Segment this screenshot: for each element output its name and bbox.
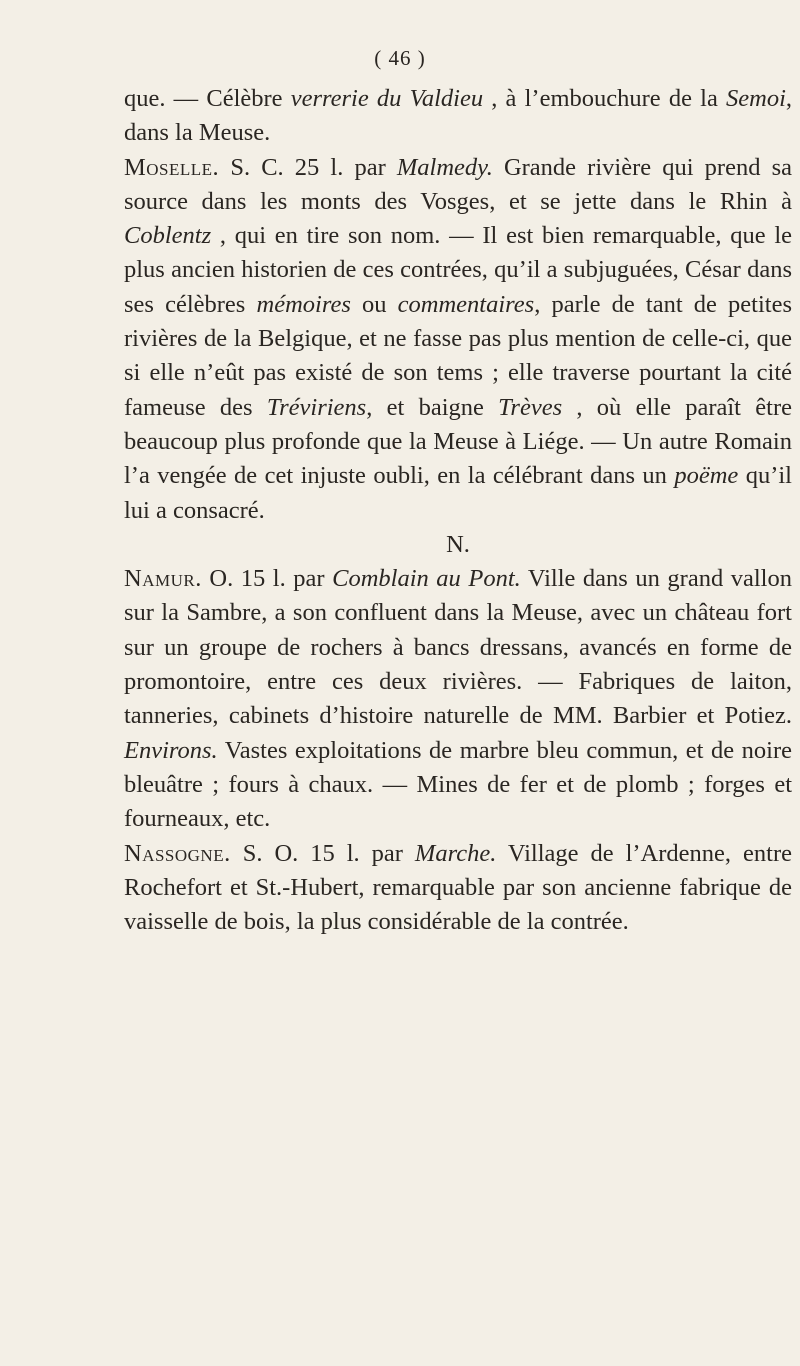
entry-heading: Namur. — [124, 565, 202, 593]
italic-run: mémoires — [256, 290, 351, 318]
text-run: qu’il lui a consacré. — [124, 462, 792, 524]
page-number: ( 46 ) — [374, 46, 426, 70]
text-run: S. O. 15 l. par — [230, 839, 415, 867]
entry-namur — [124, 562, 792, 836]
text-run: que. — Célèbre — [124, 85, 291, 112]
italic-run: Marche. — [414, 839, 497, 867]
entry-moselle — [124, 151, 792, 528]
italic-run: poëme — [674, 462, 739, 490]
text-run: , et baigne — [366, 393, 499, 421]
italic-run: Malmedy. — [396, 153, 493, 181]
text-run: Ville dans un grand vallon sur la Sambre, a son confluent dans la Meuse, avec un château fort sur un groupe de rochers à bancs dressans, avancés en forme de promontoire, entre ces deux rivières. — Fabriques de laiton, tanneries, cabinets d’histoire naturelle de MM. Barbier et Potiez. — [124, 565, 792, 730]
italic-run: commentaires — [397, 290, 535, 318]
italic-run: Environs. — [124, 736, 218, 764]
italic-run: Comblain au Pont. — [332, 565, 521, 593]
italic-run: Tréviriens — [266, 393, 367, 421]
section-letter: N. — [446, 530, 470, 558]
paragraph-semoi-end — [124, 82, 792, 151]
text-run: , qui en tire son nom. — Il est bien remarquable, que le plus ancien historien de ces contrées, qu’il a subjuguées, César dans ses célèbres — [124, 222, 792, 318]
text-run — [369, 85, 377, 112]
italic-run: Semoi — [726, 85, 786, 112]
italic-run: Trèves — [498, 393, 563, 421]
italic-run: du Valdieu — [376, 85, 484, 112]
text-run: Vastes exploitations de marbre bleu commun, et de noire bleuâtre ; fours à chaux. — Mines de fer et de plomb ; forges et fourneaux, etc. — [124, 736, 792, 833]
text-run: , où elle paraît être beaucoup plus profonde que la Meuse à Liége. — Un autre Romain l’a vengée de cet injuste oubli, en la célébrant dans un — [124, 393, 792, 490]
text-run: S. C. 25 l. par — [219, 153, 397, 181]
text-run: , parle de tant de petites rivières de la Belgique, et ne fasse pas plus mention de celle-ci, que si elle n’eût pas existé de son tems ; elle traverse pourtant la cité fameuse des — [124, 290, 793, 421]
entry-heading: Moselle. — [124, 153, 220, 181]
entry-heading: Nassogne. — [124, 839, 231, 867]
italic-run: verrerie — [290, 85, 369, 112]
text-run: Grande rivière qui prend sa source dans les monts des Vosges, et se jette dans le Rhin à — [124, 153, 792, 215]
text-run: , dans la Meuse. — [124, 85, 793, 147]
text-run: Village de l’Ardenne, entre Rochefort et St.-Hubert, remarquable par son ancienne fabrique de vaisselle de bois, la plus considérable de la contrée. — [124, 839, 792, 936]
text-run: , à l’embouchure de la — [483, 85, 727, 112]
entry-nassogne — [124, 837, 792, 940]
text-run: ou — [350, 290, 398, 318]
body-text — [124, 82, 792, 939]
italic-run: Coblentz — [124, 222, 212, 250]
text-run: O. 15 l. par — [201, 565, 333, 593]
